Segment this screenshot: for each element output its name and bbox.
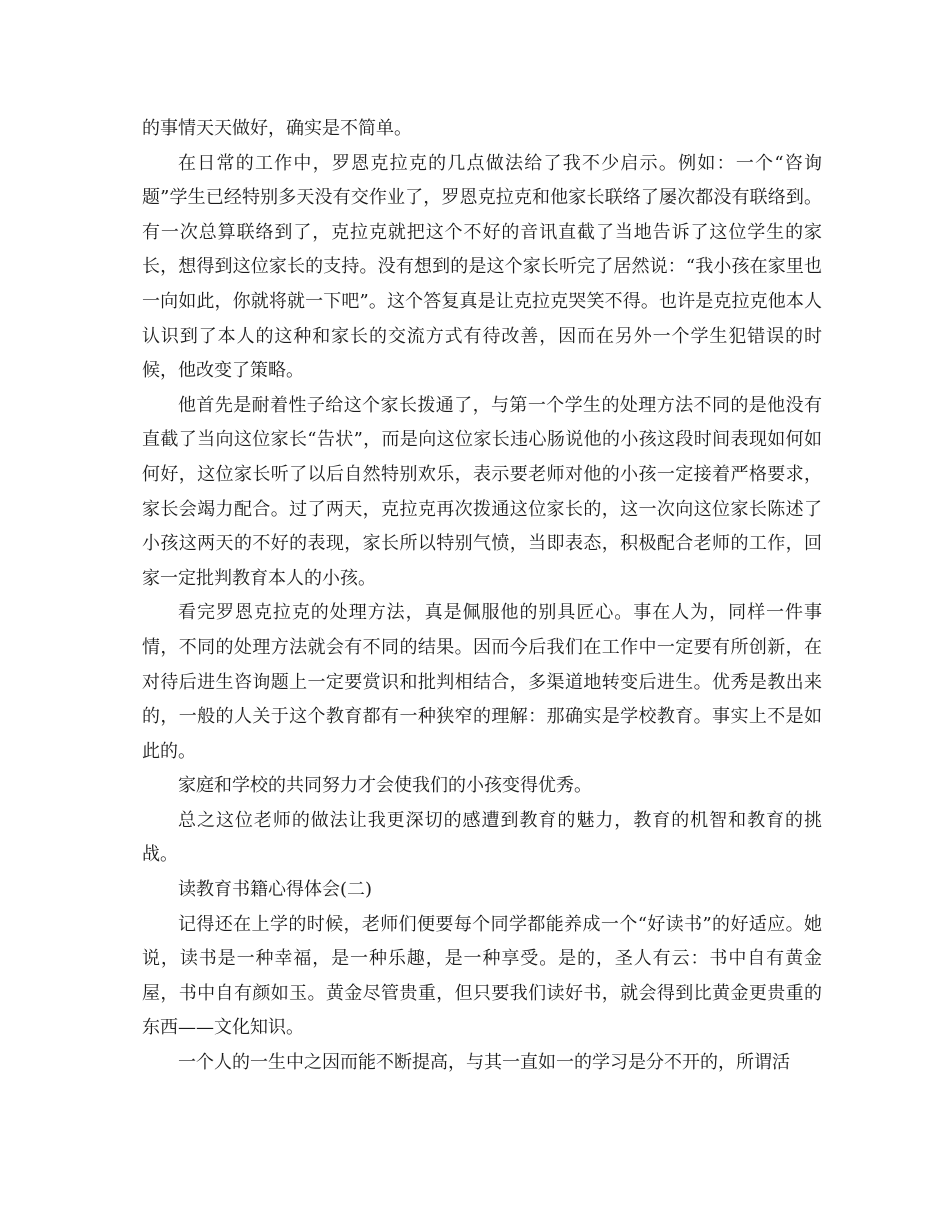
document-body [142,112,822,1081]
paragraph: 一个人的一生中之因而能不断提高，与其一直如一的学习是分不开的，所谓活 [178,1052,790,1074]
paragraph: 总之这位老师的做法让我更深切的感遭到教育的魅力，教育的机智和教育的挑战。 [142,809,822,866]
paragraph: 在日常的工作中，罗恩克拉克的几点做法给了我不少启示。例如：一个“咨询题”学生已经特别多天没有交作业了，罗恩克拉克和他家长联络了屡次都没有联络到。有一次总算联络到了，克拉克就把这个不好的音讯直截了当地告诉了这位学生的家长，想得到这位家长的支持。没有想到的是这个家长听完了居然说：“我小孩在家里也一向如此，你就将就一下吧”。这个答复真是让克拉克哭笑不得。也许是克拉克他本人认识到了本人的这种和家长的交流方式有待改善，因而在另外一个学生犯错误的时候，他改变了策略。 [142,152,822,382]
paragraph: 记得还在上学的时候，老师们便要每个同学都能养成一个“好读书”的好适应。她说，读书是一种幸福，是一种乐趣，是一种享受。是的，圣人有云：书中自有黄金屋，书中自有颜如玉。黄金尽管贵重，但只要我们读好书，就会得到比黄金更贵重的东西——文化知识。 [142,913,822,1039]
paragraph: 他首先是耐着性子给这个家长拨通了，与第一个学生的处理方法不同的是他没有直截了当向这位家长“告状”，而是向这位家长违心肠说他的小孩这段时间表现如何如何好，这位家长听了以后自然特别欢乐，表示要老师对他的小孩一定接着严格要求，家长会竭力配合。过了两天，克拉克再次拨通这位家长的，这一次向这位家长陈述了小孩这两天的不好的表现，家长所以特别气愤，当即表态，积极配合老师的工作，回家一定批判教育本人的小孩。 [142,394,822,589]
paragraph: 看完罗恩克拉克的处理方法，真是佩服他的别具匠心。事在人为，同样一件事情，不同的处理方法就会有不同的结果。因而今后我们在工作中一定要有所创新，在对待后进生咨询题上一定要赏识和批判相结合，多渠道地转变后进生。优秀是教出来的，一般的人关于这个教育都有一种狭窄的理解：那确实是学校教育。事实上不是如此的。 [142,602,822,762]
paragraph: 家庭和学校的共同努力才会使我们的小孩变得优秀。 [178,775,592,797]
paragraph: 的事情天天做好，确实是不简单。 [142,118,412,139]
section-heading: 读教育书籍心得体会(二) [178,879,373,901]
